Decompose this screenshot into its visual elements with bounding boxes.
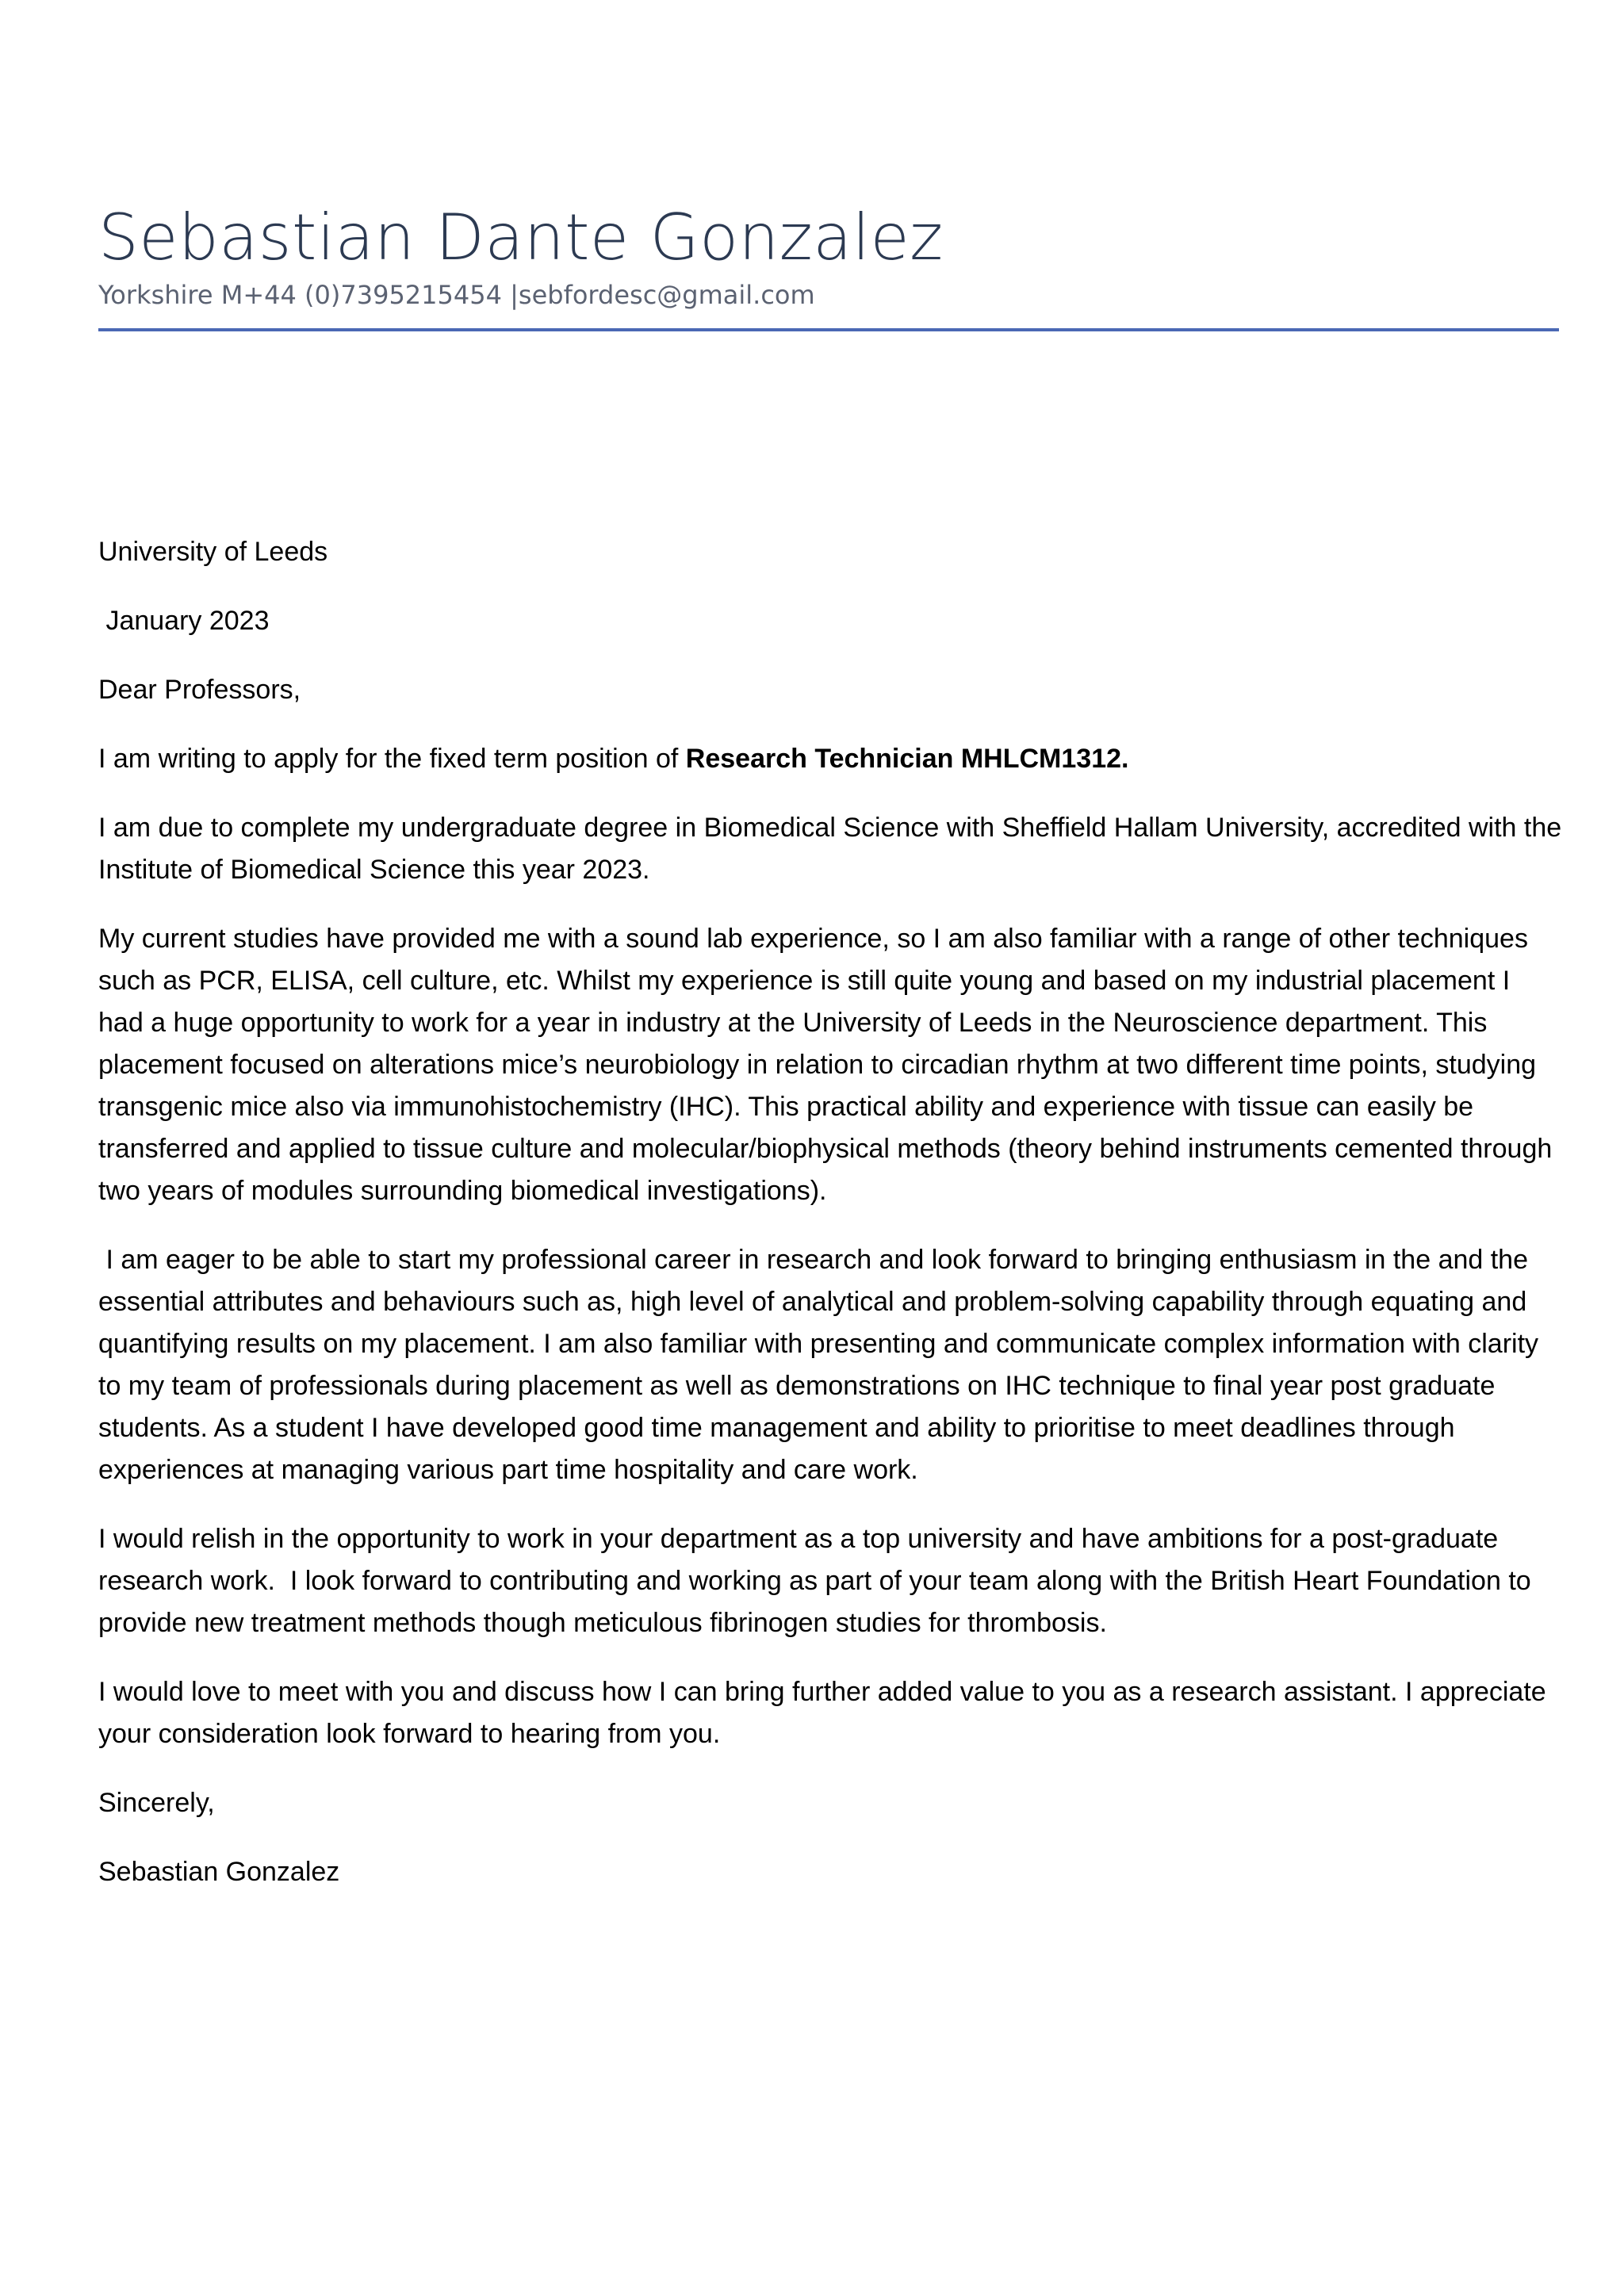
intro-paragraph	[98, 738, 1562, 780]
paragraph-closing-remarks: I would love to meet with you and discuss how I can bring further added value to you as a research assistant. I appreciate your consideration look forward to hearing from you.	[98, 1677, 1546, 1749]
recipient: University of Leeds	[98, 537, 328, 567]
header-divider	[98, 328, 1559, 331]
letter-header	[98, 200, 1559, 312]
paragraph-attributes: I am eager to be able to start my professional career in research and look forward to bringing enthusiasm in the and the essential attributes and behaviours such as, high level of analytical and problem-solving capability through equating and quantifying results on my placement. I am also familiar with presenting and communicate complex information with clarity to my team of professionals during placement as well as demonstrations on IHC technique to final year post graduate students. As a student I have developed good time management and ability to prioritise to meet deadlines through experiences at managing various part time hospitality and care work.	[98, 1245, 1546, 1485]
paragraph-ambitions: I would relish in the opportunity to work in your department as a top university and have ambitions for a post-graduate research work. I look forward to contributing and working as part of your team along with the British Heart Foundation to provide new treatment methods though meticulous fibrinogen studies for thrombosis.	[98, 1524, 1539, 1638]
letter-body	[98, 531, 1562, 1920]
letter-date: January 2023	[98, 606, 270, 636]
position-title: Research Technician MHLCM1312.	[685, 744, 1129, 774]
contact-line: Yorkshire M+44 (0)7395215454 |sebfordesc@gmail.com	[98, 280, 815, 310]
applicant-name: Sebastian Dante Gonzalez	[98, 201, 944, 274]
salutation: Dear Professors,	[98, 675, 301, 705]
intro-text: I am writing to apply for the fixed term position of	[98, 744, 686, 774]
signature: Sebastian Gonzalez	[98, 1857, 340, 1887]
closing: Sincerely,	[98, 1788, 215, 1818]
paragraph-experience: My current studies have provided me with a sound lab experience, so I am also familiar with a range of other techniques such as PCR, ELISA, cell culture, etc. Whilst my experience is still quite young and based on my industrial placement I had a huge opportunity to work for a year in industry at the University of Leeds in the Neuroscience department. This placement focused on alterations mice’s neurobiology in relation to circadian rhythm at two different time points, studying transgenic mice also via immunohistochemistry (IHC). This practical ability and experience with tissue can easily be transferred and applied to tissue culture and molecular/biophysical methods (theory behind instruments cemented through two years of modules surrounding biomedical investigations).	[98, 924, 1553, 1206]
paragraph-education: I am due to complete my undergraduate degree in Biomedical Science with Sheffield Hallam University, accredited with the Institute of Biomedical Science this year 2023.	[98, 813, 1562, 885]
